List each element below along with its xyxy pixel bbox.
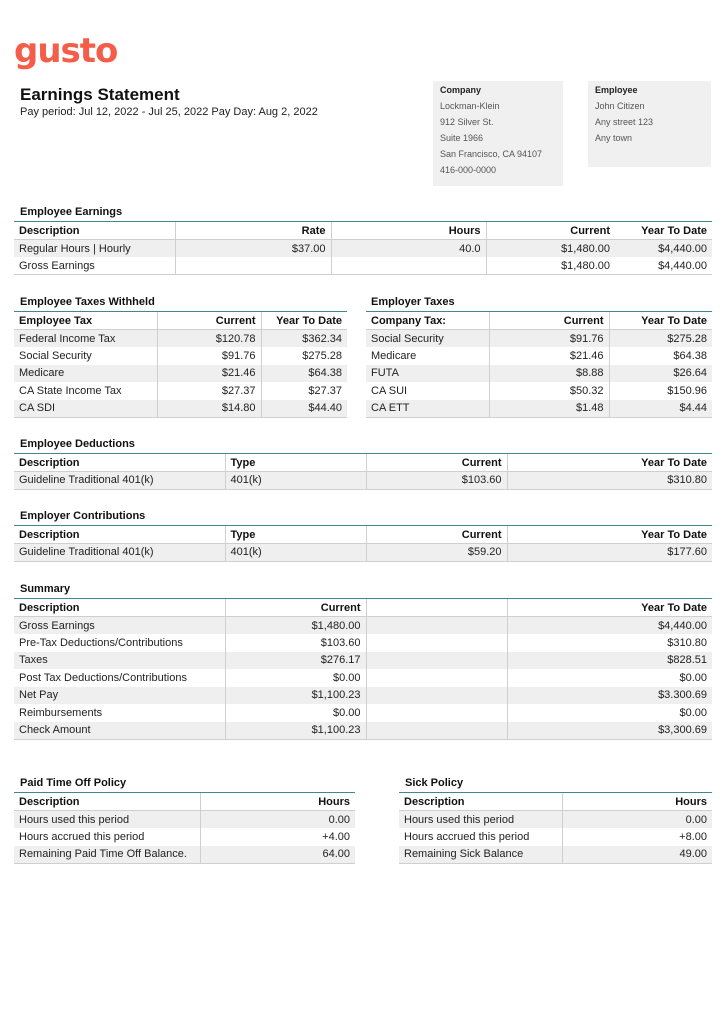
table-row — [14, 634, 712, 652]
employee-street: Any street 123 — [595, 117, 654, 127]
table-cell — [366, 634, 507, 652]
table-cell: Reimbursements — [19, 706, 103, 719]
table-cell: CA SDI — [14, 400, 157, 418]
table-cell: Medicare — [14, 365, 157, 383]
table-cell: $275.28 — [261, 347, 347, 365]
table-cell: +8.00 — [562, 828, 712, 846]
table-cell: Net Pay — [14, 687, 225, 705]
table-row — [366, 365, 712, 383]
table-header-row — [366, 312, 712, 330]
table-cell: Medicare — [371, 349, 417, 362]
table-cell: $1,480.00 — [486, 240, 615, 258]
company-label: Company — [440, 85, 482, 95]
table-cell: Taxes — [14, 652, 225, 670]
column-header: Current — [486, 222, 615, 240]
table-cell — [366, 704, 507, 722]
column-header: Hours — [562, 793, 712, 811]
company-info-box — [433, 81, 563, 186]
employer-taxes-title: Employer Taxes — [371, 296, 455, 308]
table-cell: $1,100.23 — [225, 722, 366, 740]
table-row — [14, 811, 355, 829]
table-cell: $8.88 — [489, 365, 609, 383]
table-cell: $3.300.69 — [507, 687, 712, 705]
column-header: Employee Tax — [14, 312, 157, 330]
table-cell: $150.96 — [609, 382, 712, 400]
earnings-table — [14, 221, 712, 275]
table-cell: $120.78 — [157, 330, 261, 348]
table-cell: 40.0 — [331, 240, 486, 258]
column-header — [366, 599, 507, 617]
table-row — [14, 828, 355, 846]
table-cell: CA State Income Tax — [19, 384, 122, 397]
deductions-title: Employee Deductions — [20, 438, 135, 450]
table-cell: Remaining Paid Time Off Balance. — [14, 846, 200, 864]
table-cell: $21.46 — [157, 365, 261, 383]
table-cell: Hours used this period — [14, 811, 200, 829]
contributions-table — [14, 525, 712, 562]
column-header: Year To Date — [507, 599, 712, 617]
table-cell: $103.60 — [225, 634, 366, 652]
taxes-table — [14, 311, 347, 418]
page-title: Earnings Statement — [20, 85, 180, 104]
table-cell: Post Tax Deductions/Contributions — [19, 671, 187, 684]
table-cell: $64.38 — [261, 365, 347, 383]
column-header: Description — [14, 222, 175, 240]
employer-taxes-table — [366, 311, 712, 418]
column-header: Current — [157, 312, 261, 330]
table-row — [14, 240, 712, 258]
table-row — [14, 846, 355, 864]
table-cell: $310.80 — [507, 472, 712, 490]
table-header-row — [14, 222, 712, 240]
table-cell: $26.64 — [609, 365, 712, 383]
table-row — [14, 382, 347, 400]
table-cell: $37.00 — [175, 240, 331, 258]
column-header: Description — [14, 793, 200, 811]
table-cell: $14.80 — [157, 400, 261, 418]
contributions-title: Employer Contributions — [20, 510, 146, 522]
table-cell: $21.46 — [489, 347, 609, 365]
table-cell — [366, 687, 507, 705]
table-cell: $4.44 — [609, 400, 712, 418]
table-cell: 0.00 — [200, 811, 355, 829]
table-cell: $1,100.23 — [225, 687, 366, 705]
table-row — [366, 382, 712, 400]
table-cell: $91.76 — [489, 330, 609, 348]
table-cell: $0.00 — [225, 704, 366, 722]
pto-title: Paid Time Off Policy — [20, 777, 127, 789]
table-cell: 49.00 — [562, 846, 712, 864]
table-cell: 64.00 — [200, 846, 355, 864]
table-cell — [366, 617, 507, 635]
summary-section — [14, 598, 712, 740]
earnings-section — [14, 221, 712, 275]
deductions-section — [14, 453, 712, 490]
table-cell: $1,480.00 — [486, 257, 615, 275]
table-cell: $50.32 — [489, 382, 609, 400]
table-cell: $177.60 — [507, 544, 712, 562]
column-header: Type — [225, 454, 366, 472]
summary-title: Summary — [20, 583, 71, 595]
table-row — [14, 617, 712, 635]
deductions-table — [14, 453, 712, 490]
column-header: Year To Date — [615, 222, 712, 240]
table-cell: $91.76 — [157, 347, 261, 365]
column-header: Current — [225, 599, 366, 617]
table-cell: $1.48 — [489, 400, 609, 418]
table-row — [399, 811, 712, 829]
table-row — [14, 347, 347, 365]
company-address1: 912 Silver St. — [440, 117, 494, 127]
employer-taxes-section — [366, 311, 712, 418]
table-cell: +4.00 — [200, 828, 355, 846]
table-row — [366, 347, 712, 365]
table-row — [366, 400, 712, 418]
table-cell: 401(k) — [225, 544, 366, 562]
table-cell: Gross Earnings — [14, 257, 175, 275]
table-cell: Social Security — [19, 349, 92, 362]
column-header: Company Tax: — [366, 312, 489, 330]
sick-title: Sick Policy — [405, 777, 464, 789]
table-cell: $59.20 — [366, 544, 507, 562]
table-row — [14, 722, 712, 740]
sick-table — [399, 792, 712, 864]
employee-label: Employee — [595, 85, 638, 95]
column-header: Description — [14, 599, 225, 617]
table-header-row — [14, 793, 355, 811]
column-header: Year To Date — [507, 526, 712, 544]
table-cell: $44.40 — [261, 400, 347, 418]
table-cell: 401(k) — [225, 472, 366, 490]
column-header: Year To Date — [507, 454, 712, 472]
table-cell: Social Security — [366, 330, 489, 348]
column-header: Current — [489, 312, 609, 330]
column-header: Description — [14, 526, 225, 544]
summary-table — [14, 598, 712, 740]
table-cell: $3,300.69 — [507, 722, 712, 740]
table-cell: CA SUI — [371, 384, 408, 397]
sick-section — [399, 792, 712, 864]
table-row — [14, 365, 347, 383]
column-header: Description — [14, 454, 225, 472]
table-cell: Hours accrued this period — [19, 830, 145, 843]
table-cell: $828.51 — [507, 652, 712, 670]
table-cell: Guideline Traditional 401(k) — [14, 472, 225, 490]
company-phone: 416-000-0000 — [440, 165, 497, 175]
table-cell: $4,440.00 — [507, 617, 712, 635]
contributions-section — [14, 525, 712, 562]
table-row — [14, 330, 347, 348]
table-cell: Regular Hours | Hourly — [14, 240, 175, 258]
table-cell: $362.34 — [261, 330, 347, 348]
table-row — [14, 704, 712, 722]
column-header: Year To Date — [609, 312, 712, 330]
table-row — [14, 400, 347, 418]
table-header-row — [14, 599, 712, 617]
table-cell: $27.37 — [261, 382, 347, 400]
column-header: Current — [366, 526, 507, 544]
table-row — [14, 687, 712, 705]
table-header-row — [14, 526, 712, 544]
gusto-logo: gusto — [14, 31, 118, 71]
table-cell — [175, 257, 331, 275]
table-row — [399, 828, 712, 846]
employee-info-box — [588, 81, 711, 167]
column-header: Year To Date — [261, 312, 347, 330]
table-cell: Check Amount — [14, 722, 225, 740]
table-header-row — [14, 312, 347, 330]
table-cell: Hours accrued this period — [404, 830, 530, 843]
table-cell: $64.38 — [609, 347, 712, 365]
table-row — [14, 669, 712, 687]
table-cell: CA ETT — [366, 400, 489, 418]
table-cell: $310.80 — [507, 634, 712, 652]
pay-period: Pay period: Jul 12, 2022 - Jul 25, 2022 Pay Day: Aug 2, 2022 — [20, 106, 318, 118]
company-name: Lockman-Klein — [440, 101, 500, 111]
table-cell: Gross Earnings — [14, 617, 225, 635]
table-cell: $4,440.00 — [615, 257, 712, 275]
table-cell: $4,440.00 — [615, 240, 712, 258]
table-cell — [366, 652, 507, 670]
table-cell: Guideline Traditional 401(k) — [14, 544, 225, 562]
column-header: Hours — [200, 793, 355, 811]
table-cell: 0.00 — [562, 811, 712, 829]
column-header: Rate — [175, 222, 331, 240]
column-header: Description — [399, 793, 562, 811]
table-cell: $1,480.00 — [225, 617, 366, 635]
pto-section — [14, 792, 355, 864]
employee-name: John Citizen — [595, 101, 645, 111]
earnings-title: Employee Earnings — [20, 206, 123, 218]
table-cell: FUTA — [366, 365, 489, 383]
table-cell: $0.00 — [507, 704, 712, 722]
table-cell: $276.17 — [225, 652, 366, 670]
table-cell: $27.37 — [157, 382, 261, 400]
table-row — [14, 472, 712, 490]
column-header: Hours — [331, 222, 486, 240]
table-cell: $0.00 — [507, 669, 712, 687]
company-city: San Francisco, CA 94107 — [440, 149, 543, 159]
table-row — [14, 257, 712, 275]
table-cell: Pre-Tax Deductions/Contributions — [19, 636, 183, 649]
table-cell: Remaining Sick Balance — [399, 846, 562, 864]
table-row — [14, 652, 712, 670]
table-cell — [366, 669, 507, 687]
pto-table — [14, 792, 355, 864]
table-cell: Federal Income Tax — [14, 330, 157, 348]
company-address2: Suite 1966 — [440, 133, 484, 143]
table-header-row — [14, 454, 712, 472]
table-cell: $103.60 — [366, 472, 507, 490]
table-row — [399, 846, 712, 864]
table-cell — [366, 722, 507, 740]
table-row — [14, 544, 712, 562]
taxes-title: Employee Taxes Withheld — [20, 296, 155, 308]
taxes-section — [14, 311, 347, 418]
table-row — [366, 330, 712, 348]
table-cell — [331, 257, 486, 275]
table-cell: $275.28 — [609, 330, 712, 348]
employee-town: Any town — [595, 133, 633, 143]
table-header-row — [399, 793, 712, 811]
column-header: Type — [225, 526, 366, 544]
table-cell: Hours used this period — [399, 811, 562, 829]
table-cell: $0.00 — [225, 669, 366, 687]
column-header: Current — [366, 454, 507, 472]
